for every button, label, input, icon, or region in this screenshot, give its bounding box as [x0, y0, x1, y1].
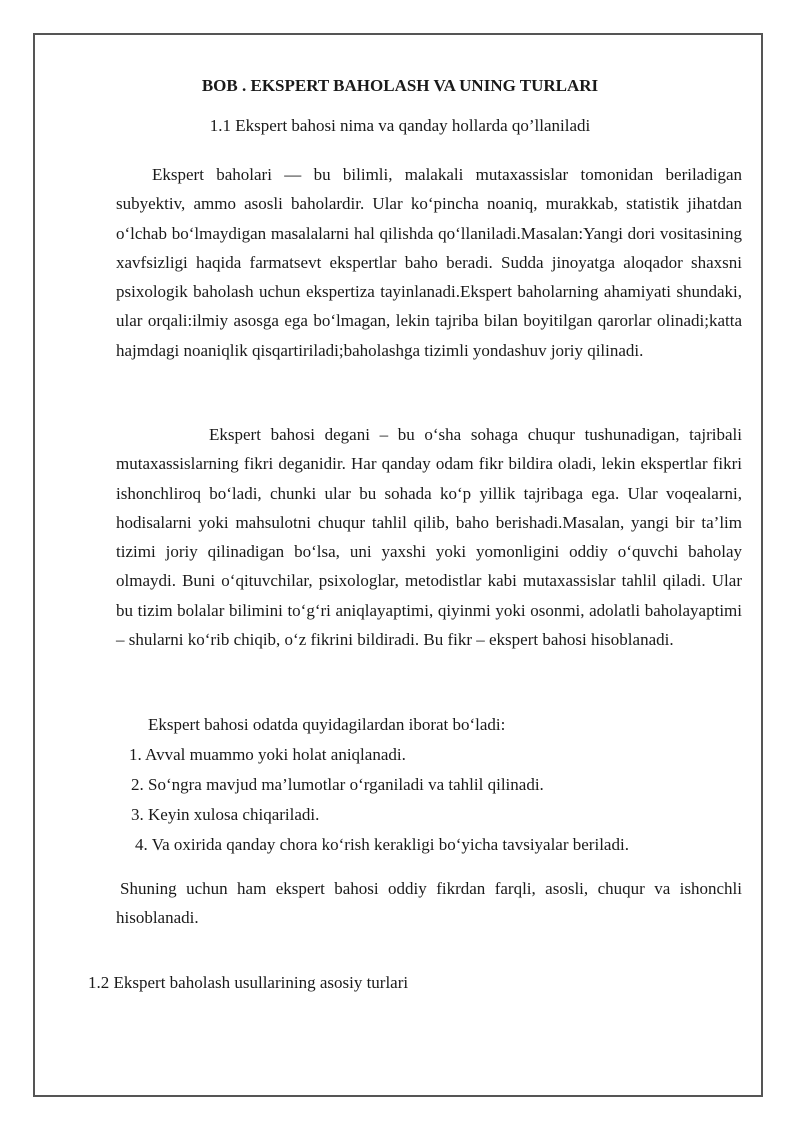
section-heading-1-2: 1.2 Ekspert baholash usullarining asosiy turlari — [88, 973, 409, 992]
list-item-step-3: 3. Keyin xulosa chiqariladi. — [131, 805, 320, 824]
closing-paragraph: Shuning uchun ham ekspert bahosi oddiy fikrdan farqli, asosli, chuqur va ishonchli hisoblanadi. — [116, 879, 742, 928]
list-intro: Ekspert bahosi odatda quyidagilardan iborat bo‘ladi: — [148, 715, 506, 734]
list-item-step-1: 1. Avval muammo yoki holat aniqlanadi. — [129, 745, 406, 764]
list-item-step-2: 2. So‘ngra mavjud ma’lumotlar o‘rganiladi va tahlil qilinadi. — [131, 775, 544, 794]
document-title: BOB . EKSPERT BAHOLASH VA UNING TURLARI — [201, 76, 599, 95]
list-item-step-4: 4. Va oxirida qanday chora ko‘rish kerakligi bo‘yicha tavsiyalar beriladi. — [135, 835, 629, 854]
paragraph-expert-ratings: Ekspert baholari — bu bilimli, malakali mutaxassislar tomonidan beriladigan subyektiv, ammo asosli baholardir. Ular ko‘pincha noaniq, murakkab, statistik jihatdan o‘lchab bo‘lmaydigan masalalarni hal qilishda qo‘llaniladi.Masalan:Yangi dori vositasining xavfsizligi haqida farmatsevt ekspertlar baho beradi. Sudda jinoyatga aloqador shaxsni psixologik baholash uchun ekspertiza tayinlanadi.Ekspert baholarning ahamiyati shundaki, ular orqali:ilmiy asosga ega bo‘lmagan, lekin tajriba bilan boyitilgan qarorlar olinadi;katta hajmdagi noaniqlik qisqartiriladi;baholashga tizimli yondashuv joriy qilinadi. — [116, 165, 742, 360]
section-subtitle: 1.1 Ekspert bahosi nima va qanday hollarda qo’llaniladi — [209, 116, 591, 135]
paragraph-expert-opinion: Ekspert bahosi degani – bu o‘sha sohaga chuqur tushunadigan, tajribali mutaxassislarning fikri deganidir. Har qanday odam fikr bildira oladi, lekin ekspertlar fikri ishonchliroq bo‘ladi, chunki ular bu sohada ko‘p yillik tajribaga ega. Ular voqealarni, hodisalarni yoki mahsulotni chuqur tahlil qilib, baho berishadi.Masalan, yangi bir ta’lim tizimi joriy qilinadigan bo‘lsa, uni yaxshi yoki yomonligini oddiy o‘quvchi baholay olmaydi. Buni o‘qituvchilar, psixologlar, metodistlar kabi mutaxassislar tahlil qiladi. Ular bu tizim bolalar bilimini to‘g‘ri aniqlayaptimi, qiyinmi yoki osonmi, adolatli baholayaptimi – shularni ko‘rib chiqib, o‘z fikrini bildiradi. Bu fikr – ekspert bahosi hisoblanadi. — [116, 425, 742, 650]
